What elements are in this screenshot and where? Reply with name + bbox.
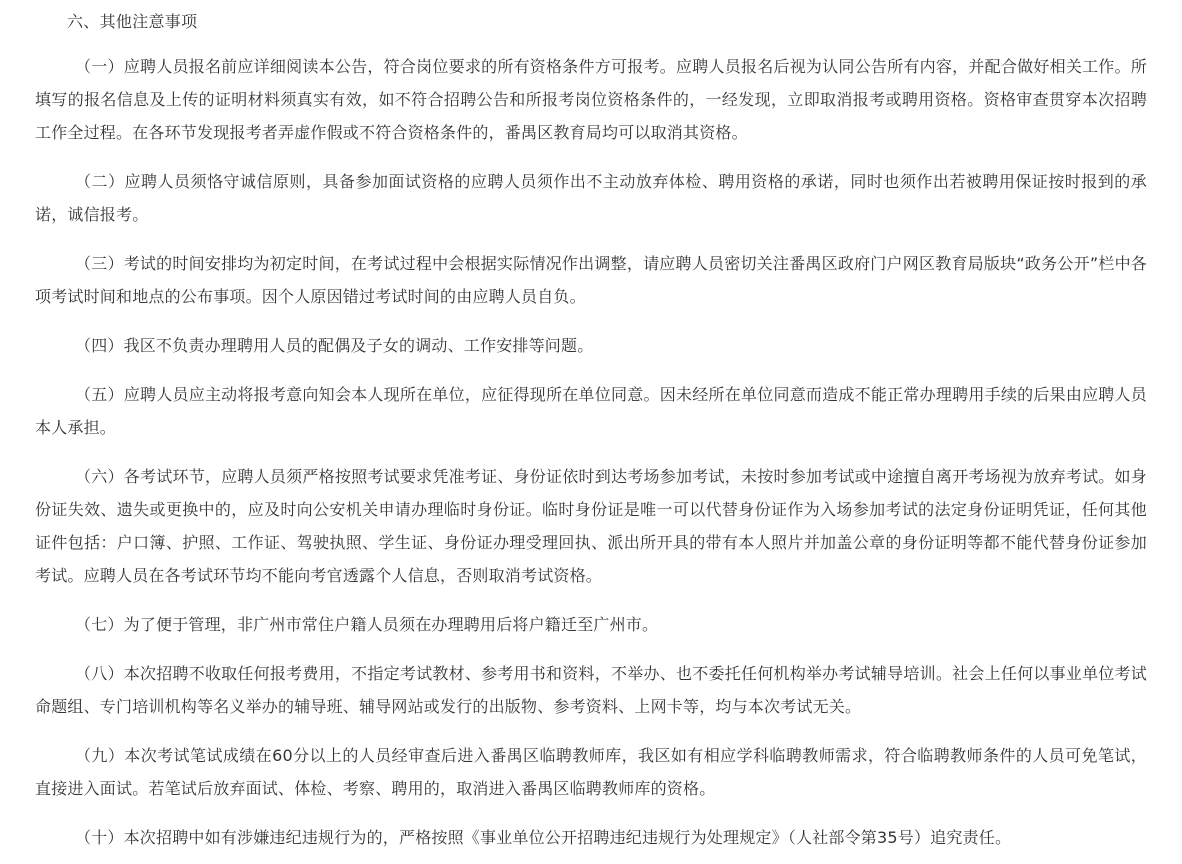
notice-item-9: （九）本次考试笔试成绩在60分以上的人员经审查后进入番禺区临聘教师库，我区如有相应学科临聘教师需求，符合临聘教师条件的人员可免笔试，直接进入面试。若笔试后放弃面试、体检、考察、聘用的，取消进入番禺区临聘教师库的资格。 [35,746,1147,798]
spacer [35,34,1147,50]
spacer [35,805,1147,821]
notice-item-5: （五）应聘人员应主动将报考意向知会本人现所在单位，应征得现所在单位同意。因未经所在单位同意而造成不能正常办理聘用手续的后果由应聘人员本人承担。 [35,385,1147,437]
document-body [35,0,1147,854]
spacer [35,592,1147,608]
spacer [35,313,1147,329]
spacer [35,723,1147,739]
notice-item-10: （十）本次招聘中如有涉嫌违纪违规行为的，严格按照《事业单位公开招聘违纪违规行为处理规定》（人社部令第35号）追究责任。 [75,828,1012,847]
spacer [35,444,1147,460]
notice-item-6: （六）各考试环节，应聘人员须严格按照考试要求凭准考证、身份证依时到达考场参加考试，未按时参加考试或中途擅自离开考场视为放弃考试。如身份证失效、遗失或更换中的，应及时向公安机关申请办理临时身份证。临时身份证是唯一可以代替身份证作为入场参加考试的法定身份证明凭证，任何其他证件包括：户口簿、护照、工作证、驾驶执照、学生证、身份证办理受理回执、派出所开具的带有本人照片并加盖公章的身份证明等都不能代替身份证参加考试。应聘人员在各考试环节均不能向考官透露个人信息，否则取消考试资格。 [35,467,1147,585]
spacer [35,231,1147,247]
spacer [35,641,1147,657]
spacer [35,149,1147,165]
notice-item-3: （三）考试的时间安排均为初定时间，在考试过程中会根据实际情况作出调整，请应聘人员密切关注番禺区政府门户网区教育局版块“政务公开”栏中各项考试时间和地点的公布事项。因个人原因错过考试时间的由应聘人员自负。 [35,254,1147,306]
notice-item-7: （七）为了便于管理，非广州市常住户籍人员须在办理聘用后将户籍迁至广州市。 [75,615,659,634]
notice-item-1: （一）应聘人员报名前应详细阅读本公告，符合岗位要求的所有资格条件方可报考。应聘人员报名后视为认同公告所有内容，并配合做好相关工作。所填写的报名信息及上传的证明材料须真实有效，如不符合招聘公告和所报考岗位资格条件的，一经发现，立即取消报考或聘用资格。资格审查贯穿本次招聘工作全过程。在各环节发现报考者弄虚作假或不符合资格条件的，番禺区教育局均可以取消其资格。 [35,57,1147,142]
notice-item-2: （二）应聘人员须恪守诚信原则，具备参加面试资格的应聘人员须作出不主动放弃体检、聘用资格的承诺，同时也须作出若被聘用保证按时报到的承诺，诚信报考。 [35,172,1147,224]
spacer [35,362,1147,378]
notice-item-8: （八）本次招聘不收取任何报考费用，不指定考试教材、参考用书和资料，不举办、也不委托任何机构举办考试辅导培训。社会上任何以事业单位考试命题组、专门培训机构等名义举办的辅导班、辅导网站或发行的出版物、参考资料、上网卡等，均与本次考试无关。 [35,664,1147,716]
section-heading: 六、其他注意事项 [67,12,198,31]
notice-item-4: （四）我区不负责办理聘用人员的配偶及子女的调动、工作安排等问题。 [75,336,594,355]
